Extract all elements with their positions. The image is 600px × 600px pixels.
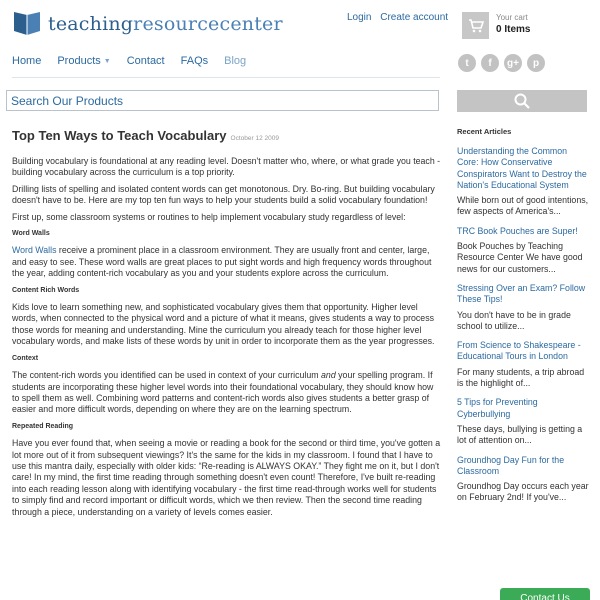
recent-article-excerpt: For many students, a trip abroad is the highlight of...	[457, 366, 585, 389]
create-account-link[interactable]: Create account	[380, 12, 449, 23]
recent-article-link[interactable]: TRC Book Pouches are Super!	[457, 225, 578, 236]
word-walls-link[interactable]: Word Walls	[12, 245, 57, 256]
twitter-icon[interactable]: t	[458, 54, 476, 72]
chevron-down-icon: ▼	[103, 57, 111, 65]
recent-article-link[interactable]: Stressing Over an Exam? Follow These Tips!	[457, 282, 586, 305]
recent-article-link[interactable]: From Science to Shakespeare - Educational Tours in London	[457, 340, 581, 362]
recent-article-excerpt: While born out of good intentions, few aspects of America's...	[457, 195, 589, 217]
pinterest-icon[interactable]: p	[527, 54, 545, 72]
social-links	[458, 54, 550, 72]
search-button[interactable]	[457, 90, 587, 112]
blog-article	[12, 130, 442, 523]
list-item	[457, 340, 589, 389]
article-paragraph: Have you ever found that, when seeing a movie or reading a book for the second or third time, you've gotten a lot more out of it from subsequent viewings? It's the same for the kids in my classroom. I found that I have to use this mantra daily, especially with older kids: “Re-reading is ALWAYS OKAY.” They fight me on it, but I don't care! In my mind, the first time reading through something doesn't even count! Therefore, I've built re-reading into each reading lesson along with identifying vocabulary - the first time read-through works well for students to simply find and record important or difficult words, which we then review. Then the second time reading through a piece, understanding on a variety of levels comes easier.	[12, 438, 441, 517]
account-links	[347, 12, 454, 23]
context-text-a: The content-rich words you identified can be used in context of your curriculum	[12, 370, 322, 381]
brand-part-2: resourcecenter	[133, 13, 283, 35]
article-date: October 12 2009	[230, 135, 279, 142]
recent-articles-heading: Recent Articles	[457, 127, 512, 136]
search-icon	[514, 93, 530, 109]
nav-faqs[interactable]: FAQs	[180, 55, 209, 67]
cart-label: Your cart	[496, 13, 528, 22]
cart-item-count[interactable]: 0 Items	[496, 24, 531, 35]
article-paragraph: Building vocabulary is foundational at any reading level. Doesn't matter who, where, or what grade you teach - building vocabulary across the curriculum is a top priority.	[12, 156, 441, 178]
context-text-b: your spelling program. If students are incorporating these higher level words into their foundational vocabulary, they should know how to spell them as well. Combining word patterns and content-rich words also gives students a better grasp of easier and more difficult words, depending on where they are on the learning spectrum.	[12, 370, 434, 415]
contact-us-button[interactable]: Contact Us	[500, 588, 590, 600]
article-paragraph: First up, some classroom systems or routines to help implement vocabulary study regardless of level:	[12, 211, 406, 222]
recent-articles-list	[457, 146, 589, 512]
nav-products-label: Products	[57, 55, 101, 67]
recent-article-link[interactable]: Groundhog Day Fun for the Classroom	[457, 454, 565, 476]
recent-article-excerpt: You don't have to be in grade school to utilize...	[457, 309, 571, 331]
nav-home[interactable]: Home	[12, 55, 42, 67]
list-item	[457, 455, 589, 504]
section-heading-context: Context	[12, 354, 39, 362]
article-paragraph: Drilling lists of spelling and isolated content words can get monotonous. Dry. Bo-ring. But building vocabulary doesn't have to be. Here are my top ten fun ways to help your students build a solid vocabulary foundation!	[12, 183, 435, 206]
article-title: Top Ten Ways to Teach Vocabulary	[12, 128, 227, 143]
context-emphasis: and	[321, 370, 336, 381]
site-logo[interactable]	[12, 11, 283, 37]
cart-icon[interactable]	[462, 12, 489, 39]
recent-article-link[interactable]: Understanding the Common Core: How Conservative Conspirators Want to Destroy the Nation's Educational System	[457, 146, 587, 190]
recent-article-excerpt: Groundhog Day occurs each year on February 2nd! If you've...	[457, 481, 589, 503]
nav-divider	[12, 77, 440, 78]
main-nav	[12, 55, 262, 67]
facebook-icon[interactable]: f	[481, 54, 499, 72]
login-link[interactable]: Login	[347, 12, 372, 23]
nav-products[interactable]	[57, 55, 110, 67]
book-logo-icon	[12, 11, 42, 37]
brand-name	[48, 13, 283, 35]
nav-blog[interactable]: Blog	[224, 55, 247, 67]
googleplus-icon[interactable]: g+	[504, 54, 522, 72]
section-heading-content-rich: Content Rich Words	[12, 286, 80, 294]
cart-widget[interactable]	[462, 12, 592, 52]
search-input[interactable]	[6, 90, 439, 111]
list-item	[457, 397, 589, 446]
word-walls-text: receive a prominent place in a classroom environment. They are usually front and center, large, and easy to see. These word walls are great places to put sight words and high frequency words throughout the year, adding content-rich vocabulary as you and your students explore across the curriculum.	[12, 245, 432, 279]
section-heading-word-walls: Word Walls	[12, 230, 50, 238]
list-item	[457, 283, 589, 332]
brand-part-1: teaching	[48, 13, 134, 35]
nav-contact[interactable]: Contact	[126, 55, 165, 67]
article-paragraph	[12, 245, 442, 279]
list-item	[457, 226, 589, 275]
recent-article-excerpt: Book Pouches by Teaching Resource Center We have good news for our customers...	[457, 241, 583, 274]
recent-article-excerpt: These days, bullying is getting a lot of attention on...	[457, 423, 583, 446]
recent-article-link[interactable]: 5 Tips for Preventing Cyberbullying	[457, 397, 538, 419]
article-paragraph	[12, 370, 442, 416]
article-paragraph: Kids love to learn something new, and sophisticated vocabulary gives them that opportunity. Higher level words, when connected to the physical word and a picture of what it means, gives students a way to process those words for meaning and understanding. Mine the curriculum you already teach for those higher level vocabulary words, and make lists of these words by unit in order to incorporate them as the year progresses.	[12, 302, 435, 347]
section-heading-repeated-reading: Repeated Reading	[12, 422, 74, 430]
list-item	[457, 146, 589, 218]
